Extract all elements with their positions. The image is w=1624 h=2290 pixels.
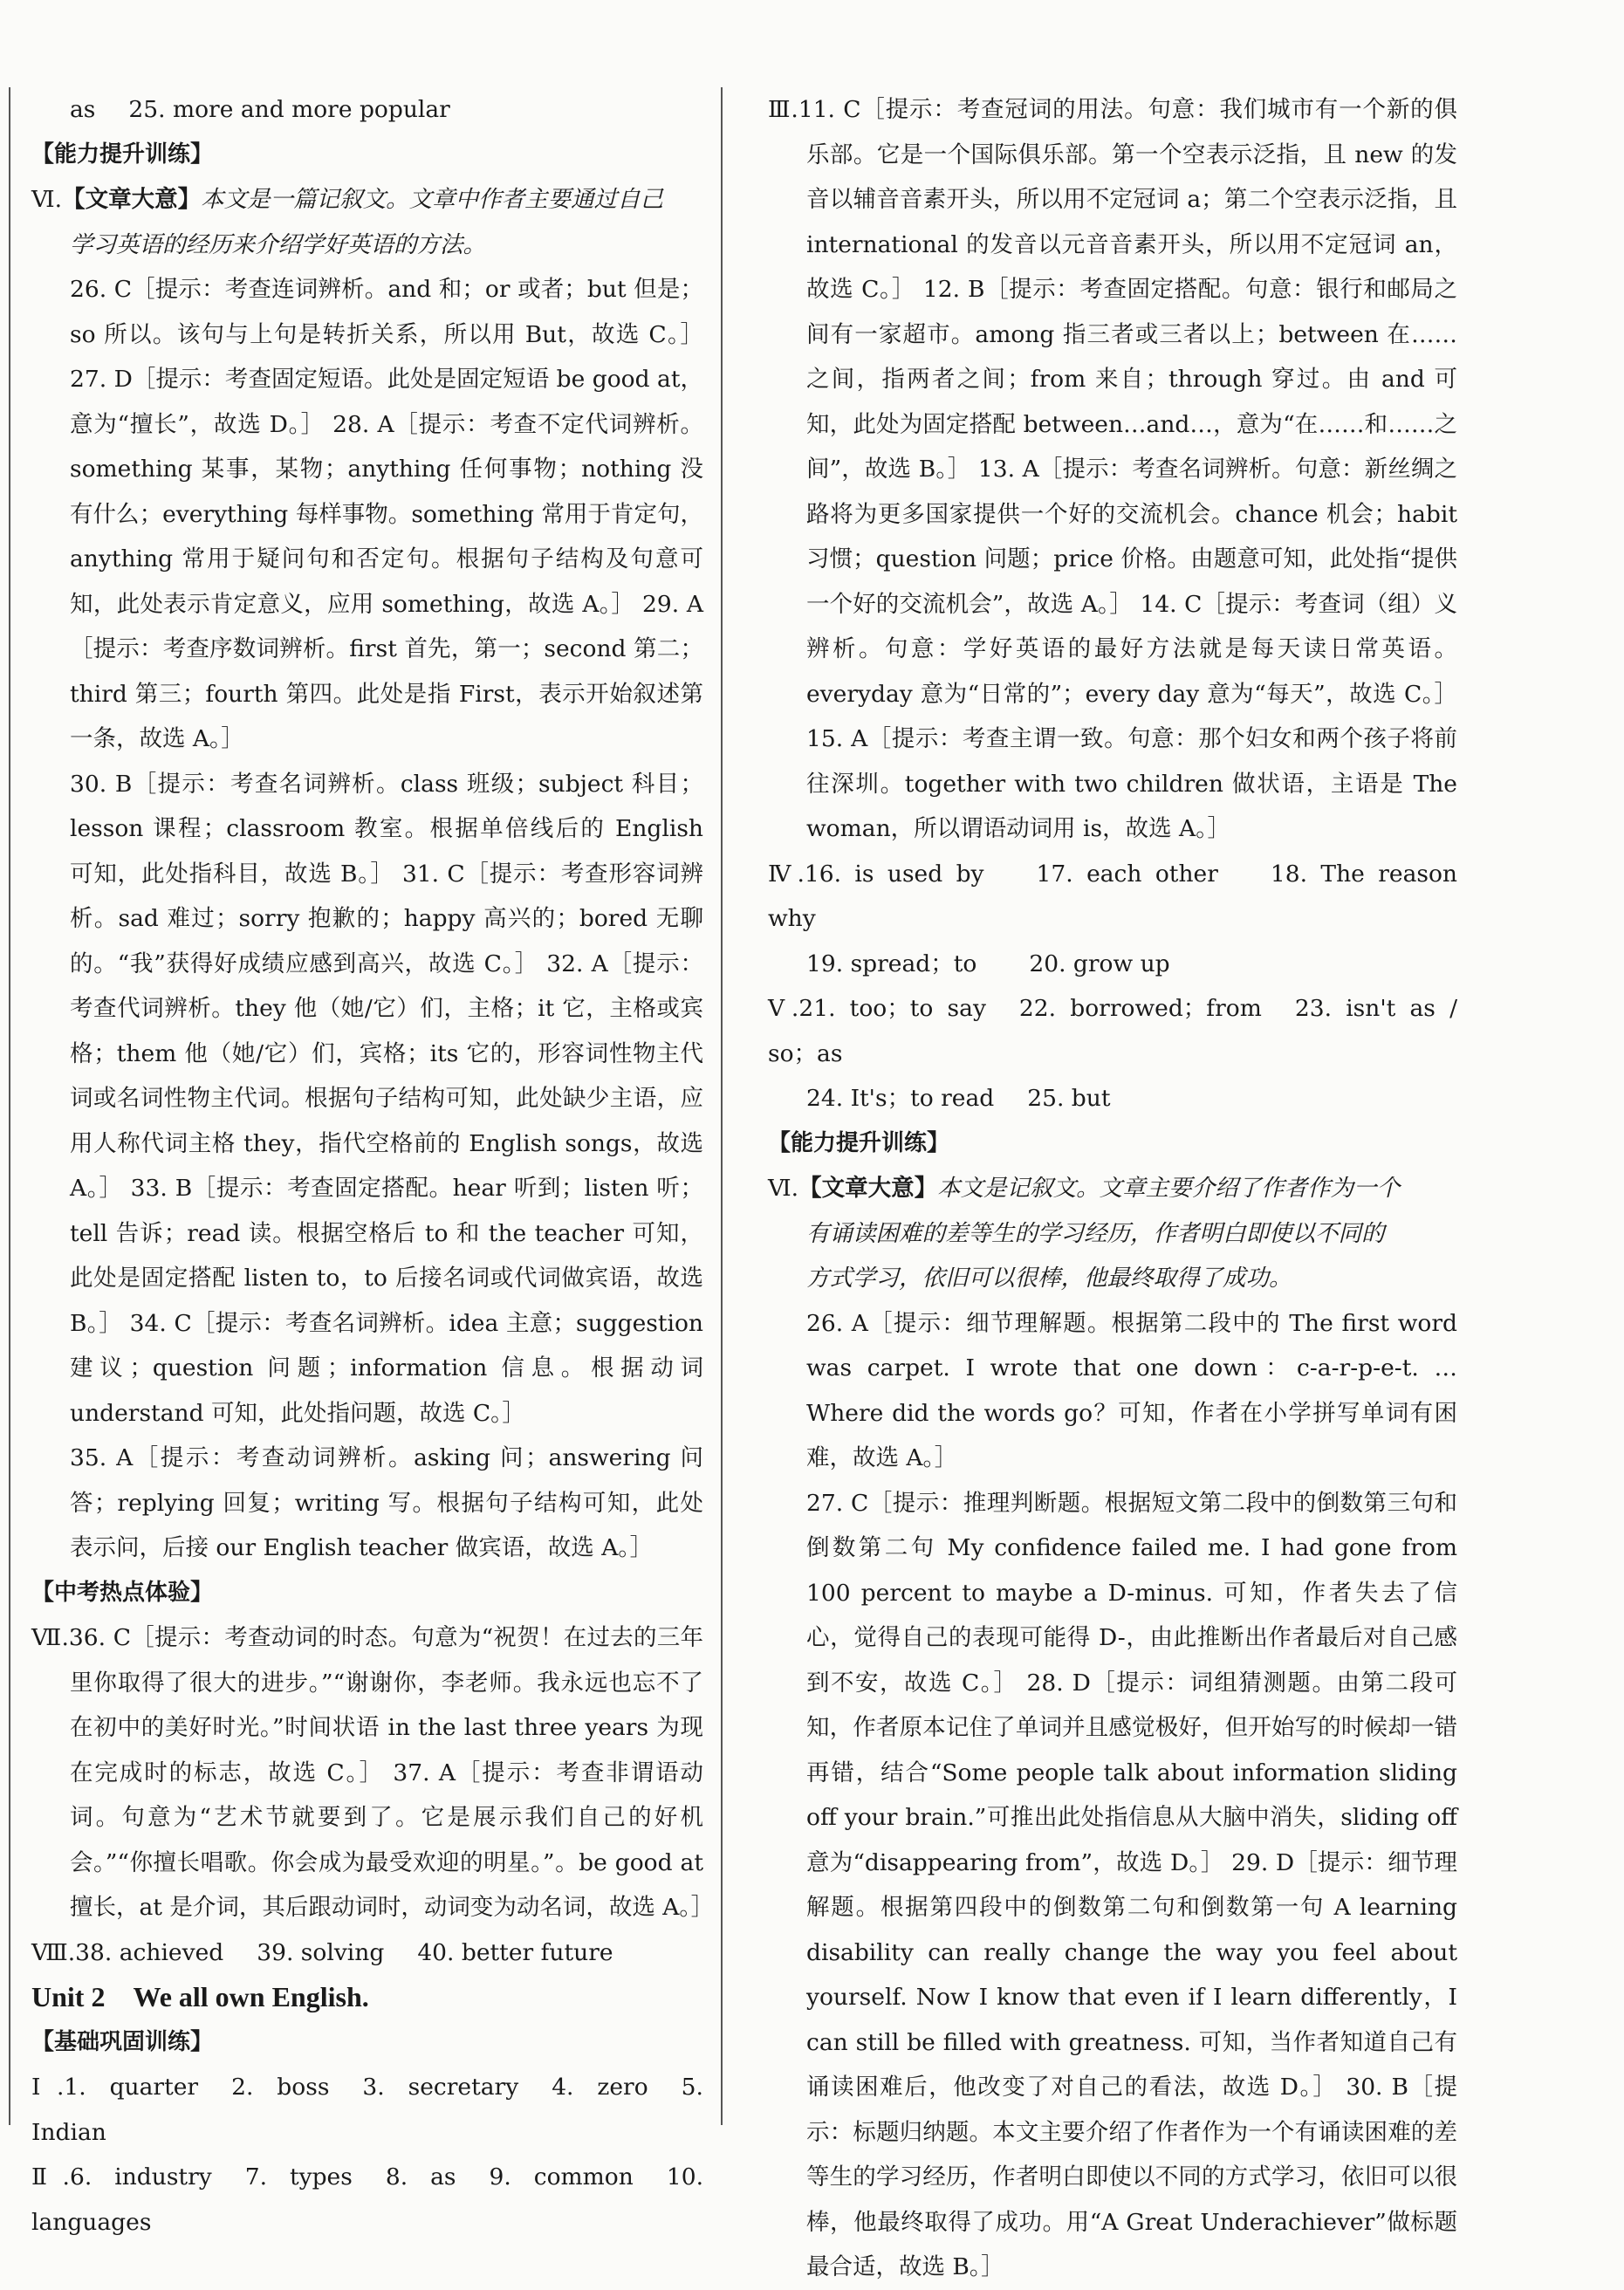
unit-title: Unit 2 We all own English.: [31, 1981, 369, 2012]
left-margin-rule: [9, 87, 10, 2125]
answers-24-25: 24. It's；to read 25. but: [806, 1085, 1111, 1112]
passage-summary-right: Ⅵ.【文章大意】本文是记叙文。文章主要介绍了作者作为一个 有诵读困难的差等生的学习经历，作者明白即使以不同的 方式学习，依旧可以很棒，他最终取得了成功。: [768, 1175, 1401, 1292]
explanation-36-37: Ⅶ.36. C［提示：考查动词的时态。句意为“祝贺！在过去的三年里你取得了很大的进步。”“谢谢你，李老师。我永远也忘不了在初中的美好时光。”时间状语 in the last three years 为现在完成时的标志，故选 C。］ 37. A［提示：考查非谓语动词。句意为“艺术节就要到了。它是展示我们自己的好机会。”“你擅长唱歌。你会成为最受欢迎的明星。”。be good at 擅长，at 是介词，其后跟动词时，动词变为动名词，故选 A。］: [31, 1624, 715, 1921]
answer-line-25: as 25. more and more popular: [70, 96, 450, 123]
explanation-11-15: Ⅲ.11. C［提示：考查冠词的用法。句意：我们城市有一个新的俱乐部。它是一个国际俱乐部。第一个空表示泛指，且 new 的发音以辅音音素开头，所以用不定冠词 a；第二个空表示泛指，且 international 的发音以元音音素开头，所以用不定冠词 an，故选 C。］ 12. B［提示：考查固定搭配。句意：银行和邮局之间有一家超市。among 指三者或三者以上；between 在……之间，指两者之间；from 来自；through 穿过。由 and 可知，此处为固定搭配 between…and…，意为“在……和……之间”，故选 B。］ 13. A［提示：考查名词辨析。句意：新丝绸之路将为更多国家提供一个好的交流机会。chance 机会；habit 习惯；question 问题；price 价格。由题意可知，此处指“提供一个好的交流机会”，故选 A。］ 14. C［提示：考查词（组）义辨析。句意：学好英语的最好方法就是每天读日常英语。everyday 意为“日常的”；every day 意为“每天”，故选 C。］ 15. A［提示：考查主谓一致。句意：那个妇女和两个孩子将前往深圳。together with two children 做状语，主语是 The woman，所以谓语动词用 is，故选 A。］: [768, 96, 1458, 842]
answers-38-40: Ⅷ.38. achieved 39. solving 40. better future: [31, 1938, 613, 1966]
left-column: [31, 87, 715, 2245]
explanation-27-30: 27. C［提示：推理判断题。根据短文第二段中的倒数第三句和倒数第二句 My confidence failed me. I had gone from 100 percent to maybe a D-minus. 可知，作者失去了信心，觉得自己的表现可能得 D-，由此推断出作者最后对自己感到不安，故选 C。］ 28. D［提示：词组猜测题。由第二段可知，作者原本记住了单词并且感觉极好，但开始写的时候却一错再错，结合“Some people talk about information sliding off your brain.”可推出此处指信息从大脑中消失，sliding off 意为“disappearing from”，故选 D。］ 29. D［提示：细节理解题。根据第四段中的倒数第二句和倒数第一句 A learning disability can really change the way you feel about yourself. Now I know that even if I learn differently，I can still be filled with greatness. 可知，当作者知道自己有诵读困难后，他改变了对自己的看法，故选 D。］ 30. B［提示：标题归纳题。本文主要介绍了作者作为一个有诵读困难的差等生的学习经历，作者明白即使以不同的方式学习，依旧可以很棒，他最终取得了成功。用“A Great Underachiever”做标题最合适，故选 B。］: [806, 1489, 1457, 2280]
answers-16-18: Ⅳ.16. is used by 17. each other 18. The reason why: [768, 860, 1457, 932]
answers-21-23: Ⅴ.21. too；to say 22. borrowed；from 23. isn't as / so；as: [768, 995, 1457, 1067]
explanation-35: 35. A［提示：考查动词辨析。asking 问；answering 问答；replying 回复；writing 写。根据句子结构可知，此处表示问，后接 our English teacher 做宾语，故选 A。］: [70, 1444, 703, 1561]
explanation-26-29: 26. C［提示：考查连词辨析。and 和；or 或者；but 但是；so 所以。该句与上句是转折关系，所以用 But，故选 C。］ 27. D［提示：考查固定短语。此处是固定短语 be good at，意为“擅长”，故选 D。］ 28. A［提示：考查不定代词辨析。something 某事，某物；anything 任何事物；nothing 没有什么；everything 每样事物。something 常用于肯定句，anything 常用于疑问句和否定句。根据句子结构及句意可知，此处表示肯定意义，应用 something，故选 A。］ 29. A［提示：考查序数词辨析。first 首先，第一；second 第二；third 第三；fourth 第四。此处是指 First，表示开始叙述第一条，故选 A。］: [70, 276, 703, 752]
passage-summary: Ⅵ.【文章大意】本文是一篇记叙文。文章中作者主要通过自己 学习英语的经历来介绍学好英语的方法。: [31, 186, 664, 258]
answers-6-10: Ⅱ.6. industry 7. types 8. as 9. common 10. languages: [31, 2163, 703, 2236]
explanation-30-34: 30. B［提示：考查名词辨析。class 班级；subject 科目；lesson 课程；classroom 教室。根据单倍线后的 English 可知，此处指科目，故选 B。］ 31. C［提示：考查形容词辨析。sad 难过；sorry 抱歉的；happy 高兴的；bored 无聊的。“我”获得好成绩应感到高兴，故选 C。］ 32. A［提示：考查代词辨析。they 他（她/它）们，主格；it 它，主格或宾格；them 他（她/它）们，宾格；its 它的，形容词性物主代词或名词性物主代词。根据句子结构可知，此处缺少主语，应用人称代词主格 they，指代空格前的 English songs，故选 A。］ 33. B［提示：考查固定搭配。hear 听到；listen 听；tell 告诉；read 读。根据空格后 to 和 the teacher 可知，此处是固定搭配 listen to，to 后接名词或代词做宾语，故选 B。］ 34. C［提示：考查名词辨析。idea 主意；suggestion 建议；question 问题；information 信息。根据动词 understand 可知，此处指问题，故选 C。］: [70, 770, 703, 1427]
section-heading-exam: 【中考热点体验】: [31, 1579, 214, 1606]
right-column: [768, 87, 1457, 2290]
answers-19-20: 19. spread；to 20. grow up: [806, 950, 1170, 977]
column-divider: [721, 87, 723, 2125]
answers-1-5: Ⅰ.1. quarter 2. boss 3. secretary 4. zero 5. Indian: [31, 2074, 703, 2146]
section-heading-ability-right: 【能力提升训练】: [768, 1129, 950, 1156]
section-heading-ability: 【能力提升训练】: [31, 141, 214, 168]
section-heading-basic: 【基础巩固训练】: [31, 2028, 214, 2055]
explanation-26-right: 26. A［提示：细节理解题。根据第二段中的 The first word was carpet. I wrote that one down：c-a-r-p-e-t. …Where did the words go？可知，作者在小学拼写单词有困难，故选 A。］: [806, 1309, 1457, 1471]
